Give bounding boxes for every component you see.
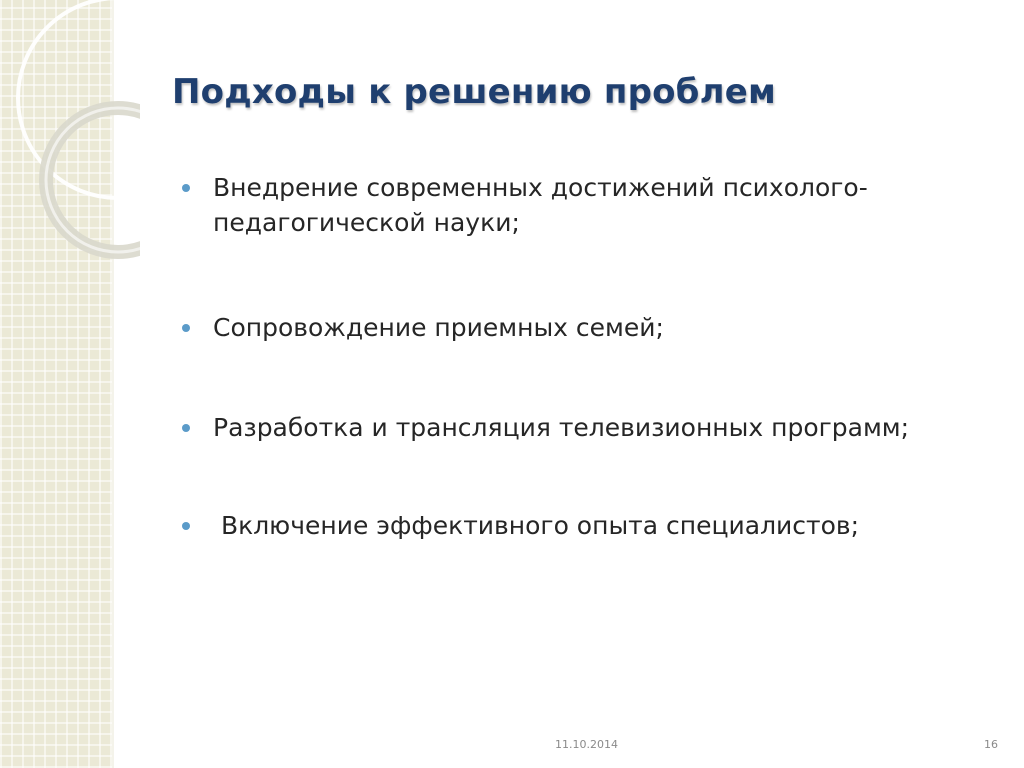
slide-title: Подходы к решению проблем — [172, 72, 776, 112]
bullet-text: Разработка и трансляция телевизионных программ; — [213, 413, 910, 442]
bullet-dot — [182, 184, 190, 192]
bullet-dot — [182, 424, 190, 432]
bullet-dot — [182, 522, 190, 530]
slide-number: 16 — [984, 738, 998, 751]
footer-date: 11.10.2014 — [555, 738, 618, 751]
bullet-text: Включение эффективного опыта специалистов; — [213, 511, 860, 540]
bullet-text: Внедрение современных достижений психолого-педагогической науки; — [213, 173, 868, 237]
bullet-dot — [182, 324, 190, 332]
bullet-text: Сопровождение приемных семей; — [213, 313, 664, 342]
